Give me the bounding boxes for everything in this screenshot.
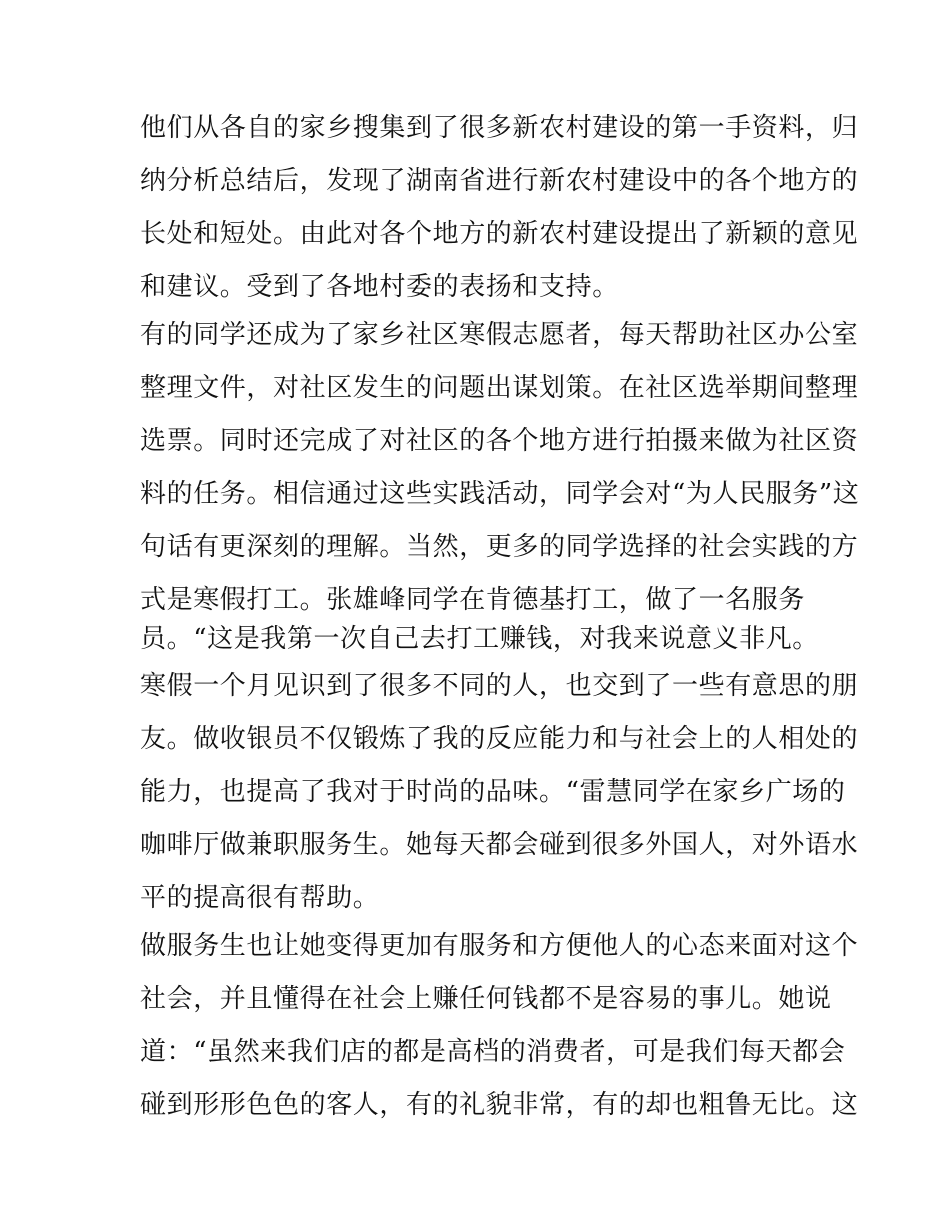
text-line: 句话有更深刻的理解。当然，更多的同学选择的社会实践的方: [140, 532, 859, 562]
text-line: 咖啡厅做兼职服务生。她每天都会碰到很多外国人，对外语水: [140, 830, 859, 860]
text-line: 有的同学还成为了家乡社区寒假志愿者，每天帮助社区办公室: [140, 320, 859, 350]
text-line: 社会，并且懂得在社会上赚任何钱都不是容易的事儿。她说: [140, 984, 832, 1014]
text-line: 他们从各自的家乡搜集到了很多新农村建设的第一手资料，归: [140, 113, 859, 143]
text-line: 料的任务。相信通过这些实践活动，同学会对“为人民服务”这: [140, 479, 860, 509]
text-line: 能力，也提高了我对于时尚的品味。“雷慧同学在家乡广场的: [140, 777, 846, 807]
text-line: 式是寒假打工。张雄峰同学在肯德基打工，做了一名服务: [140, 585, 806, 615]
text-line: 选票。同时还完成了对社区的各个地方进行拍摄来做为社区资: [140, 426, 859, 456]
text-line: 和建议。受到了各地村委的表扬和支持。: [140, 272, 619, 302]
text-line: 寒假一个月见识到了很多不同的人，也交到了一些有意思的朋: [140, 671, 859, 701]
text-line: 纳分析总结后，发现了湖南省进行新农村建设中的各个地方的: [140, 166, 859, 196]
text-line: 做服务生也让她变得更加有服务和方便他人的心态来面对这个: [140, 931, 859, 961]
text-line: 平的提高很有帮助。: [140, 883, 380, 913]
text-line: 员。“这是我第一次自己去打工赚钱，对我来说意义非凡。: [140, 624, 819, 654]
text-line: 整理文件，对社区发生的问题出谋划策。在社区选举期间整理: [140, 373, 859, 403]
text-line: 友。做收银员不仅锻炼了我的反应能力和与社会上的人相处的: [140, 724, 859, 754]
text-line: 道：“虽然来我们店的都是高档的消费者，可是我们每天都会: [140, 1037, 846, 1067]
text-line: 碰到形形色色的客人，有的礼貌非常，有的却也粗鲁无比。这: [140, 1090, 859, 1120]
text-line: 长处和短处。由此对各个地方的新农村建设提出了新颖的意见: [140, 219, 859, 249]
